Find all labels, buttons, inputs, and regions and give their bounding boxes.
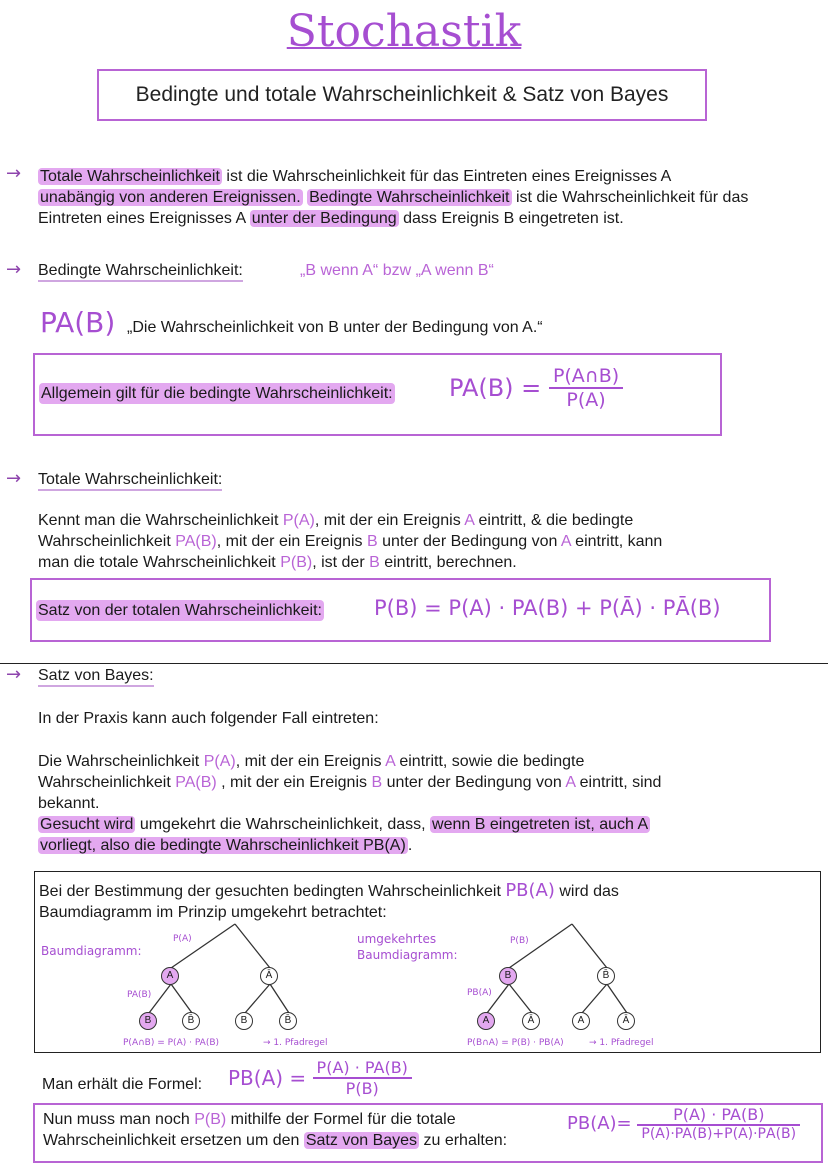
right-node-a1: A — [477, 1012, 495, 1030]
intro-t6: ist die Wahrscheinlichkeit für das — [511, 189, 749, 206]
bayes-a10: unter der Bedingung von — [382, 774, 566, 791]
bayes-b2: umgekehrt die Wahrscheinlichkeit, dass, — [135, 816, 431, 833]
final-l2a: Wahrscheinlichkeit ersetzen um den — [43, 1132, 304, 1149]
total-p14: P(B) — [280, 554, 313, 571]
arrow-icon: → — [6, 163, 22, 184]
total-formula: P(B) = P(A) · PA(B) + P(Ā) · PĀ(B) — [374, 596, 721, 620]
bedingt-desc: „Die Wahrscheinlichkeit von B unter der Bedingung von A.“ — [127, 319, 543, 336]
total-p8: , mit der ein Ereignis — [216, 533, 367, 550]
bayes-b3: wenn B eingetreten ist, auch A — [432, 816, 649, 833]
right-node-a2: A — [572, 1012, 590, 1030]
left-node-b2: B — [235, 1012, 253, 1030]
total-heading — [38, 469, 222, 490]
tree-box-l1c: wird das — [554, 883, 619, 900]
right-tree-label2: Baumdiagramm: — [357, 948, 458, 962]
tree-box — [34, 871, 821, 1053]
total-p3: , mit der ein Ereignis — [314, 512, 465, 529]
bayes-a12: eintritt, sind — [575, 774, 662, 791]
right-tree-rule: P(B∩A) = P(B) · PB(A) — [467, 1038, 564, 1048]
final-num: P(A) · PA(B) — [637, 1105, 800, 1126]
result-den: P(B) — [345, 1079, 379, 1098]
left-node-bbar2: B̄ — [279, 1012, 297, 1030]
bayes-a4: A — [385, 753, 395, 770]
page-title: Stochastik — [286, 6, 522, 57]
left-tree-branch: PA(B) — [127, 990, 152, 1000]
left-tree-rule: P(A∩B) = P(A) · PA(B) — [123, 1038, 220, 1048]
total-p5: eintritt, & die bedingte — [474, 512, 634, 529]
bedingt-box-label: Allgemein gilt für die bedingte Wahrscheinlichkeit: — [41, 385, 393, 402]
intro-t9: dass Ereignis B eingetreten ist. — [398, 210, 624, 227]
left-node-a: A — [161, 967, 179, 985]
total-p2: P(A) — [282, 512, 315, 529]
bedingt-formula-num: P(A∩B) — [549, 365, 623, 389]
arrow-icon: → — [6, 259, 22, 280]
final-box — [33, 1103, 823, 1163]
final-den: P(A)·PA(B)+P(Ā)·PĀ(B) — [641, 1126, 797, 1142]
tree-box-l1b: PB(A) — [505, 880, 555, 901]
total-p16: B — [369, 554, 380, 571]
tree-box-l2: Baumdiagramm im Prinzip umgekehrt betrachtet: — [39, 904, 387, 921]
bayes-a3: , mit der ein Ereignis — [235, 753, 386, 770]
right-node-abar1: Ā — [522, 1012, 540, 1030]
final-l2c: zu erhalten: — [419, 1132, 508, 1149]
intro-t2: ist die Wahrscheinlichkeit für das Eintreten eines Ereignisses A — [221, 168, 672, 185]
bayes-a11: A — [565, 774, 576, 791]
total-p4: A — [464, 512, 475, 529]
intro-t7: Eintreten eines Ereignisses A — [38, 210, 250, 227]
final-l1c: mithilfe der Formel für die totale — [226, 1111, 456, 1128]
intro-t8: unter der Bedingung — [251, 210, 397, 227]
bayes-a13: bekannt. — [38, 795, 100, 812]
final-l1b: P(B) — [194, 1111, 227, 1128]
final-formula — [567, 1105, 800, 1142]
final-l1a: Nun muss man noch — [43, 1111, 195, 1128]
total-p15: , ist der — [312, 554, 370, 571]
arrow-icon: → — [6, 468, 22, 489]
intro-t3: unabängig von anderen Ereignissen. — [40, 189, 301, 206]
bayes-a8: , mit der ein Ereignis — [216, 774, 372, 791]
bedingt-symbol: PA(B) — [40, 306, 116, 339]
total-box-label: Satz von der totalen Wahrscheinlichkeit: — [38, 602, 322, 619]
bayes-b5: . — [407, 837, 413, 854]
bayes-heading — [38, 665, 154, 686]
right-node-bbar: B̄ — [597, 967, 615, 985]
intro-t5: Bedingte Wahrscheinlichkeit — [309, 189, 510, 206]
section-divider — [0, 663, 828, 664]
bedingt-formula-box — [33, 353, 722, 436]
arrow-icon: → — [6, 664, 22, 685]
right-node-abar2: Ā — [617, 1012, 635, 1030]
bayes-paragraph — [38, 751, 818, 856]
bedingt-note: „B wenn A“ bzw „A wenn B“ — [300, 262, 494, 279]
total-p9: B — [367, 533, 378, 550]
result-fraction — [313, 1058, 412, 1098]
total-p10: unter der Bedingung von — [377, 533, 561, 550]
final-text — [43, 1109, 507, 1151]
subtitle-box — [97, 69, 707, 121]
intro-t1: Totale Wahrscheinlichkeit — [40, 168, 220, 185]
left-tree-rule2: → 1. Pfadregel — [263, 1038, 328, 1048]
total-p1: Kennt man die Wahrscheinlichkeit — [38, 512, 283, 529]
result-left: PB(A) = — [228, 1066, 307, 1090]
subtitle: Bedingte und totale Wahrscheinlichkeit & Satz von Bayes — [135, 83, 669, 106]
bayes-b1: Gesucht wird — [40, 816, 134, 833]
bedingt-heading — [38, 260, 243, 281]
final-left: PB(A)= — [567, 1113, 632, 1134]
tree-box-l1a: Bei der Bestimmung der gesuchten bedingten Wahrscheinlichkeit — [39, 883, 506, 900]
bayes-a2: P(A) — [203, 753, 236, 770]
final-fraction — [637, 1105, 800, 1142]
bayes-b4: vorliegt, also die bedingte Wahrscheinlichkeit PB(A) — [40, 837, 406, 854]
left-tree-label: Baumdiagramm: — [41, 944, 142, 958]
final-l2b: Satz von Bayes — [305, 1132, 418, 1149]
result-label: Man erhält die Formel: — [42, 1076, 203, 1093]
total-p12: eintritt, kann — [570, 533, 663, 550]
right-tree-label1: umgekehrtes — [357, 932, 437, 946]
right-node-b: B — [499, 967, 517, 985]
total-p17: eintritt, berechnen. — [379, 554, 517, 571]
result-num: P(A) · PA(B) — [313, 1058, 412, 1079]
bayes-line1: In der Praxis kann auch folgender Fall eintreten: — [38, 710, 379, 727]
left-node-bbar1: B̄ — [182, 1012, 200, 1030]
total-p13: man die totale Wahrscheinlichkeit — [38, 554, 281, 571]
bayes-heading-text: Satz von Bayes: — [38, 667, 154, 687]
bedingt-formula — [449, 365, 623, 411]
total-p11: A — [560, 533, 571, 550]
right-tree-top: P(B) — [510, 936, 529, 946]
right-tree-branch: PB(A) — [467, 988, 492, 998]
left-node-b1: B — [139, 1012, 157, 1030]
bedingt-fraction — [549, 365, 623, 411]
bayes-a1: Die Wahrscheinlichkeit — [38, 753, 204, 770]
total-heading-text: Totale Wahrscheinlichkeit: — [38, 471, 222, 491]
bedingt-formula-left: PA(B) = — [449, 374, 542, 402]
bedingt-heading-text: Bedingte Wahrscheinlichkeit: — [38, 262, 243, 282]
intro-paragraph — [38, 166, 818, 229]
total-p7: PA(B) — [175, 533, 217, 550]
right-tree-rule2: → 1. Pfadregel — [589, 1038, 654, 1048]
left-node-abar: Ā — [260, 967, 278, 985]
result-formula — [228, 1058, 412, 1098]
total-p6: Wahrscheinlichkeit — [38, 533, 176, 550]
bayes-a5: eintritt, sowie die bedingte — [394, 753, 585, 770]
bayes-a9: B — [371, 774, 383, 791]
total-paragraph — [38, 510, 818, 573]
bayes-a7: PA(B) — [175, 774, 217, 791]
bayes-a6: Wahrscheinlichkeit — [38, 774, 176, 791]
total-formula-box — [30, 578, 771, 642]
left-tree-top: P(A) — [173, 934, 192, 944]
bedingt-formula-den: P(A) — [566, 389, 606, 411]
